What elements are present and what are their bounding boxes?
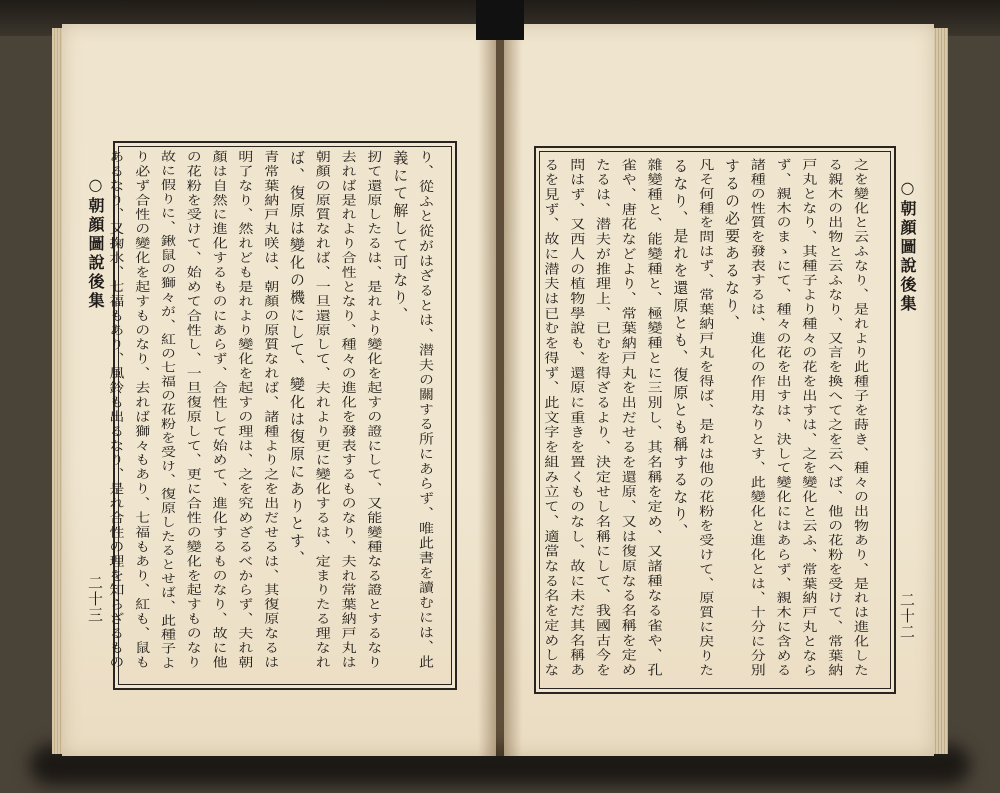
right-page-column: るなり、是れを還原とも、復原とも稱するなり、: [671, 158, 690, 541]
right-page-column: するの必要あるなり、: [723, 158, 741, 332]
book-gutter: [478, 24, 522, 756]
right-page-column: 之を變化と云ふなり、是れより此種子を蒔き、種々の出物あり、是れは進化した: [852, 158, 870, 678]
right-page-column: たるは、潜夫が推理上、已むを得ざるより、決定せし名稱にして、我國古今を: [594, 158, 612, 679]
left-page-column: 義にて解して可なり、: [391, 150, 410, 324]
left-page-column: り必ず合性の變化を起すものなり、去れば獅々もあり、七福もあり、紅も、鼠も: [133, 150, 152, 670]
right-page-column: 戸丸となり、其種子より種々の花を出すは、之を變化と云ふ、常葉納戸丸となら: [800, 158, 819, 678]
right-page-column: 凡そ何種を問はず、常葉納戸丸を得ば、是れは他の花粉を受けて、原質に戻りた: [697, 158, 716, 678]
left-page-column: 明了なり、然れども是れより變化を起すの理は、之を究めざるべからず、夫れ朝: [236, 150, 255, 670]
left-page-column: 扨て還原したるは、是れより變化を起すの證にして、又能變種なる證とするなり: [365, 150, 384, 670]
left-page-column: あるなり、又掬水、七福もあり、風鈴も出るなり、是れ合性の理を知らざるもの: [107, 150, 126, 670]
right-page-column: 問はず、又西人の植物學說も、還原に重きを置くものなし、故に未だ其名稱あ: [568, 158, 587, 679]
right-page-column: 雀や、唐花などより、常葉納戸丸を出だせるを還原、又は復原なる名稱を定め: [619, 158, 638, 679]
right-page-column: る親木の出物と云ふなり、又言を換へて之を云へば、他の花粉を受けて、常葉納: [826, 158, 845, 678]
left-page-column: 顏は自然に進化するものにあらず、合性して始めて、進化するものなり、故に他: [210, 150, 229, 670]
left-page-column: の花粉を受けて、始めて合性し、一旦復原して、更に合性の變化を起すものなり: [184, 150, 203, 670]
right-page-column: ず、親木のまゝにて、種々の花を出すは、決して變化にはあらず、親木に含める: [774, 158, 793, 678]
right-page-column: 雜變種と、能變種と、極變種とに三別し、其名稱を定め、又諸種なる雀や、孔: [645, 158, 664, 679]
right-running-title: ○朝顔圖說後集: [898, 178, 917, 314]
left-page-number: 二十三: [86, 575, 104, 623]
left-running-title: ○朝顔圖說後集: [86, 175, 105, 311]
right-page-column: 諸種の性質を發表するは、進化の作用なりとす、此變化と進化とは、十分に分別: [748, 158, 767, 678]
left-page-column: 青常葉納戸丸咲は、朝顏の原質なれば、諸種より之を出だせるは、其復原なるは: [262, 150, 281, 670]
left-page-column: 故に假りに、鍬鼠の獅々が、紅の七福の花粉を受け、復原したるとせば、此種子よ: [159, 150, 177, 671]
left-page-column: 朝顏の原質なれば、一旦還原して、夫れより更に變化するは、定まりたる理なれ: [313, 150, 332, 670]
right-page-number: 二十二: [898, 592, 916, 640]
left-page-column: ば、復原は變化の機にして、變化は復原にありとす、: [288, 150, 306, 568]
right-page-column: るを見ず、故に潜夫は已むを得ず、此文字を組み立て、適當なる名を定めしな: [542, 158, 561, 679]
spine-clip: [476, 0, 524, 40]
left-page-column: り、從ふと從がはざるとは、潜夫の關する所にあらず、唯此書を讀むには、此: [417, 150, 435, 671]
left-page-column: 去れば是れより合性となり、種々の進化を發表するものなり、夫れ常葉納戸丸は: [339, 150, 358, 670]
